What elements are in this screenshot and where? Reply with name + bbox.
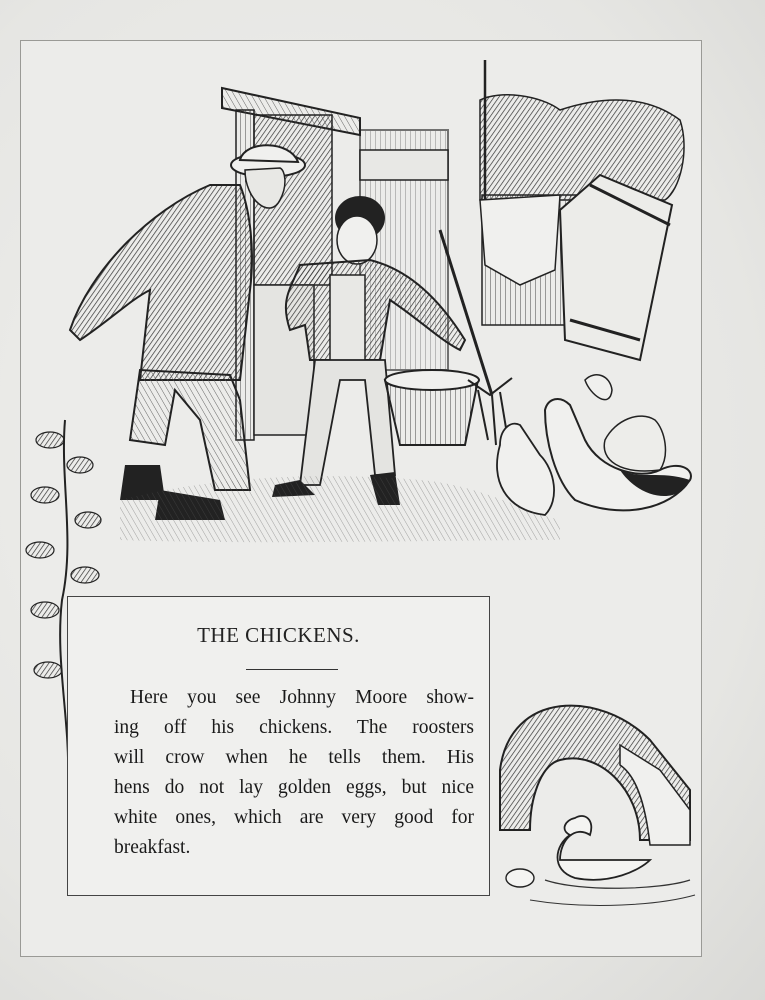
title-divider (246, 669, 338, 670)
story-paragraph (114, 683, 474, 863)
paragraph-line: ing off his chickens. The roosters (114, 717, 474, 738)
story-text-box (67, 596, 490, 896)
paragraph-line: will crow when he tells them. His (114, 747, 474, 768)
stone-arch-icon (500, 706, 690, 845)
wooden-bucket-icon (385, 370, 479, 445)
paragraph-line: hens do not lay golden eggs, but nice (114, 777, 474, 798)
paragraph-line: Here you see Johnny Moore show- (130, 687, 474, 708)
page-title: THE CHICKENS. (197, 623, 360, 647)
paragraph-line: white ones, which are very good for (114, 807, 474, 828)
paragraph-line: breakfast. (114, 837, 191, 858)
broken-fence-icon (480, 60, 684, 360)
